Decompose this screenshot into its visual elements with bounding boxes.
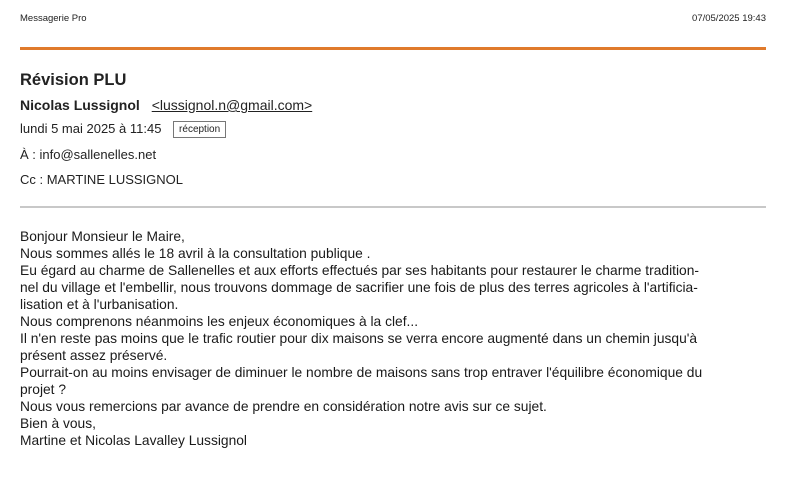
body-line: nel du village et l'embellir, nous trouvons dommage de sacrifier une fois de plus des terres agricoles à l'artificia- <box>20 280 698 295</box>
body-line: Nous vous remercions par avance de prendre en considération notre avis sur ce sujet. <box>20 399 547 414</box>
recipient-cc: Cc : MARTINE LUSSIGNOL <box>20 172 184 187</box>
accent-divider <box>20 47 766 50</box>
sender-line <box>20 97 312 113</box>
recipient-to: À : info@sallenelles.net <box>20 147 157 162</box>
email-subject: Révision PLU <box>20 71 127 89</box>
body-line: Nous comprenons néanmoins les enjeux économiques à la clef... <box>20 314 419 329</box>
folder-badge: réception <box>173 121 226 138</box>
body-line: Nous sommes allés le 18 avril à la consultation publique . <box>20 246 371 261</box>
top-bar <box>20 13 766 27</box>
sent-date: lundi 5 mai 2025 à 11:45 <box>20 121 162 136</box>
sender-email-link[interactable]: <lussignol.n@gmail.com> <box>151 97 313 113</box>
body-line: projet ? <box>20 382 67 397</box>
body-line: présent assez préservé. <box>20 348 168 363</box>
sender-name: Nicolas Lussignol <box>20 97 140 113</box>
body-line: Bien à vous, <box>20 416 96 431</box>
print-timestamp: 07/05/2025 19:43 <box>692 13 766 24</box>
app-name: Messagerie Pro <box>20 13 87 24</box>
date-line <box>20 121 226 138</box>
email-body <box>20 228 772 449</box>
body-line: Martine et Nicolas Lavalley Lussignol <box>20 433 247 448</box>
body-line: Il n'en reste pas moins que le trafic routier pour dix maisons se verra encore augmenté dans un chemin jusqu'à <box>20 331 698 346</box>
body-line: Eu égard au charme de Sallenelles et aux efforts effectués par ses habitants pour restaurer le charme tradition- <box>20 263 699 278</box>
body-line: lisation et à l'urbanisation. <box>20 297 179 312</box>
body-line: Pourrait-on au moins envisager de diminuer le nombre de maisons sans trop entraver l'équilibre économique du <box>20 365 703 380</box>
header-divider <box>20 206 766 208</box>
body-line: Bonjour Monsieur le Maire, <box>20 229 185 244</box>
